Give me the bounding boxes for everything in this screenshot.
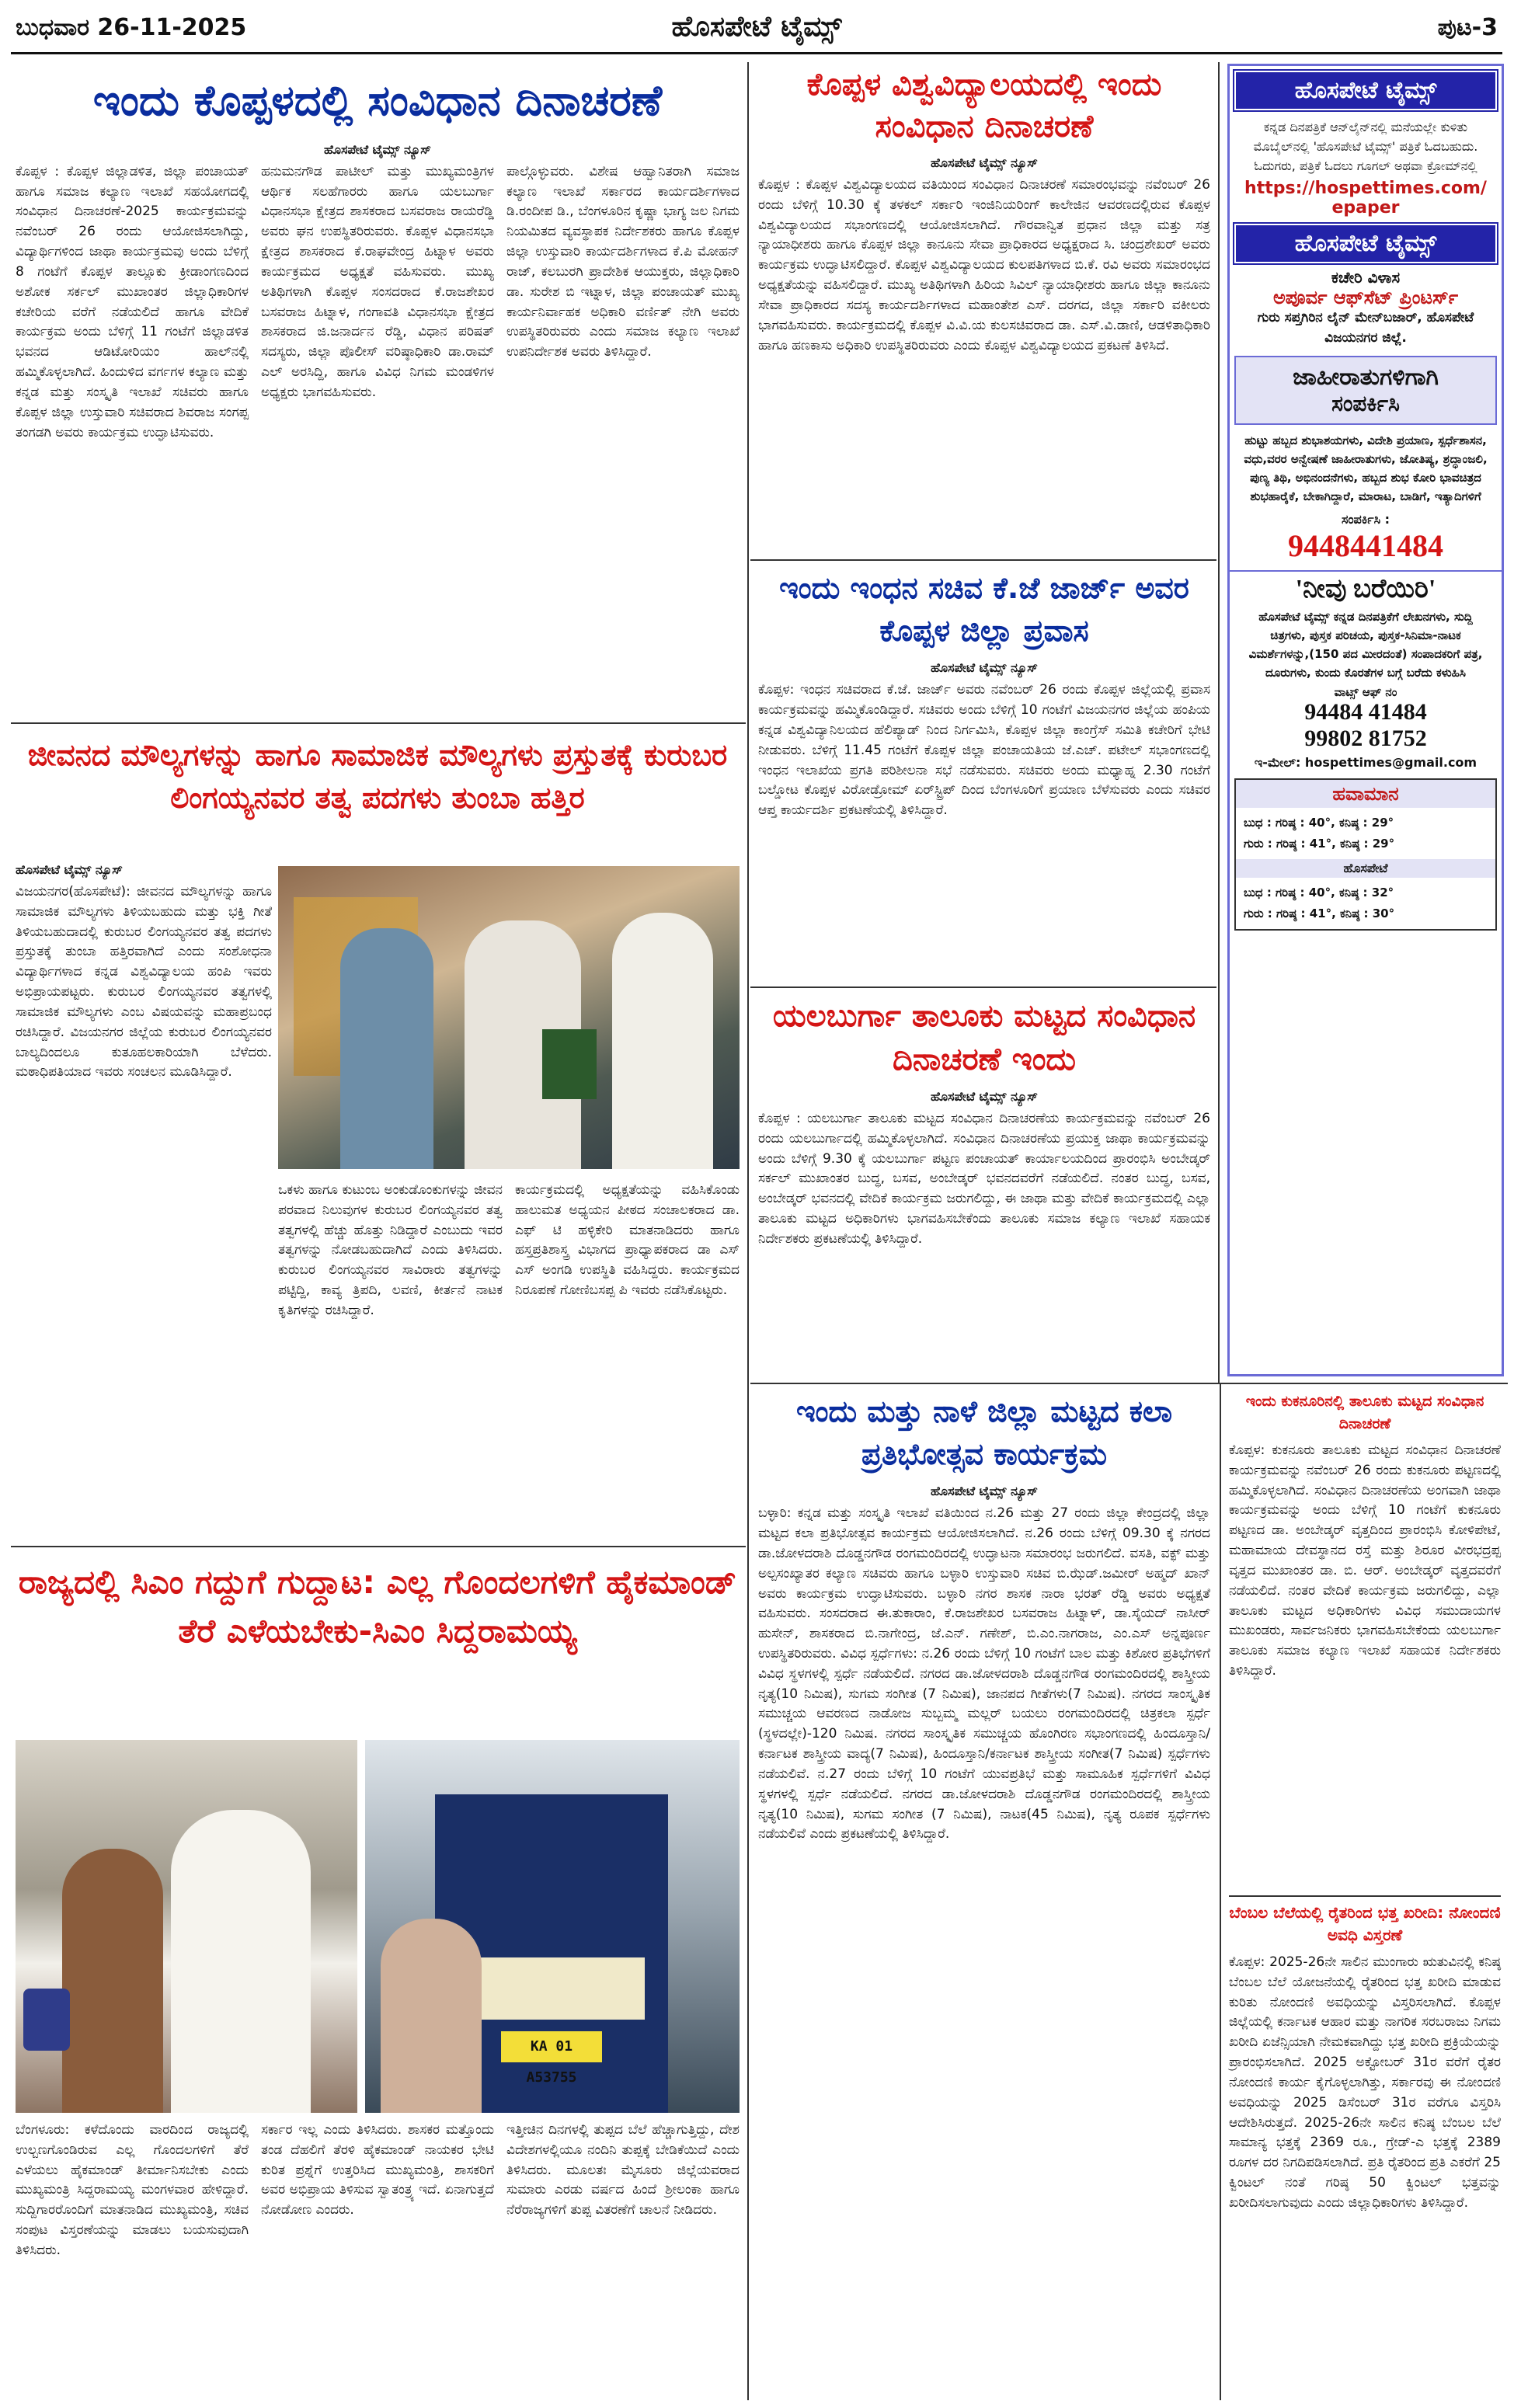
article-column: ಇತ್ತೀಚಿನ ದಿನಗಳಲ್ಲಿ ತುಪ್ಪದ ಬೆಲೆ ಹೆಚ್ಚಾಗುತ್ತಿದ್ದು, ದೇಶ ವಿದೇಶಗಳಲ್ಲಿಯೂ ನಂದಿನಿ ತುಪ್ಪಕ್ಕೆ ಬೇಡಿಕೆಯಿದೆ ಎಂದು ತಿಳಿಸಿದರು. ಮೂಲತಃ ಮೈಸೂರು ಜಿಲ್ಲೆಯವರಾದ ಸುಮಾರು ಎರಡು ವರ್ಷದ ಹಿಂದೆ ಶ್ರೀಲಂಕಾ ಹಾಗೂ ನೆರೆರಾಜ್ಯಗಳಿಗೆ ತುಪ್ಪ ವಿತರಣೆಗೆ ಚಾಲನೆ ನೀಡಿದರು. (506, 2122, 740, 2218)
column-divider (1220, 1383, 1221, 2400)
headline: ಇಂದು ಇಂಧನ ಸಚಿವ ಕೆ.ಜೆ ಜಾರ್ಜ್ ಅವರ ಕೊಪ್ಪಳ ಜಿಲ್ಲಾ ಪ್ರವಾಸ (779, 571, 1189, 649)
headline: ಜೀವನದ ಮೌಲ್ಯಗಳನ್ನು ಹಾಗೂ ಸಾಮಾಜಿಕ ಮೌಲ್ಯಗಳು ಪ್ರಸ್ತುತಕ್ಕೆ ಕುರುಬರ ಲಿಂಗಯ್ಯನವರ ತತ್ವ ಪದಗಳು ತುಂಬಾ ಹತ್ತಿರ (27, 738, 728, 816)
article-text: ಬಳ್ಳಾರಿ: ಕನ್ನಡ ಮತ್ತು ಸಂಸ್ಕೃತಿ ಇಲಾಖೆ ವತಿಯಿಂದ ನ.26 ಮತ್ತು 27 ರಂದು ಜಿಲ್ಲಾ ಕೇಂದ್ರದಲ್ಲಿ ಜಿಲ್ಲಾ ಮಟ್ಟದ ಕಲಾ ಪ್ರತಿಭೋತ್ಸವ ಕಾರ್ಯಕ್ರಮ ಆಯೋಜಿಸಲಾಗಿದೆ. ನ.26 ರಂದು ಬೆಳಿಗ್ಗೆ 09.30 ಕ್ಕೆ ನಗರದ ಡಾ.ಜೋಳದರಾಶಿ ದೊಡ್ಡನಗೌಡ ರಂಗಮಂದಿರದಲ್ಲಿ ಉದ್ಘಾಟನಾ ಸಮಾರಂಭ ಜರುಗಲಿದೆ. ವಸತಿ, ವಕ್ಫ್ ಮತ್ತು ಅಲ್ಪಸಂಖ್ಯಾತರ ಕಲ್ಯಾಣ ಸಚಿವರು ಹಾಗೂ ಬಳ್ಳಾರಿ ಉಸ್ತುವಾರಿ ಸಚಿವ ಬಿ.ಝೆಡ್.ಜಮೀರ್ ಅಹ್ಮದ್ ಖಾನ್ ಅವರು ಕಾರ್ಯಕ್ರಮ ಉದ್ಘಾಟಿಸುವರು. ಬಳ್ಳಾರಿ ನಗರ ಶಾಸಕ ನಾರಾ ಭರತ್ ರೆಡ್ಡಿ ಅವರು ಅಧ್ಯಕ್ಷತೆ ವಹಿಸುವರು. ಸಂಸದರಾದ ಈ.ತುಕಾರಾಂ, ಕೆ.ರಾಜಶೇಖರ ಬಸವರಾಜ ಹಿಟ್ನಾಳ್, ಡಾ.ಸೈಯದ್ ನಾಸೀರ್ ಹುಸೇನ್, ಶಾಸಕರಾದ ಬಿ.ನಾಗೇಂದ್ರ, ಜೆ.ಎನ್. ಗಣೇಶ್, ಬಿ.ಎಂ.ನಾಗರಾಜ, ಎಂ.ಎಸ್ ಅನ್ನಪೂರ್ಣ ಉಪಸ್ಥಿತರಿರುವರು. ವಿವಿಧ ಸ್ಪರ್ಧೆಗಳು: ನ.26 ರಂದು ಬೆಳಿಗ್ಗೆ 10 ಗಂಟೆಗೆ ಬಾಲ ಮತ್ತು ಕಿಶೋರ ಪ್ರತಿಭೆಗಳಿಗೆ ವಿವಿಧ ಸ್ಥಳಗಳಲ್ಲಿ ಸ್ಪರ್ಧೆ ನಡೆಯಲಿದೆ. ನಗರದ ಡಾ.ಜೋಳದರಾಶಿ ದೊಡ್ಡನಗೌಡ ರಂಗಮಂದಿರದಲ್ಲಿ ಶಾಸ್ತ್ರೀಯ ನೃತ್ಯ(10 ನಿಮಿಷ), ಸುಗಮ ಸಂಗೀತ (7 ನಿಮಿಷ), ಜಾನಪದ ಗೀತೆಗಳು(7 ನಿಮಿಷ). ನಗರದ ಸಾಂಸ್ಕೃತಿಕ ಸಮುಚ್ಚಯ ಆವರಣದ ನಾಡೋಜ ಸುಬ್ಬಮ್ಮ ಮಲ್ಲರ್ ಬಯಲು ರಂಗಮಂದಿರದಲ್ಲಿ ಚಿತ್ರಕಲಾ ಸ್ಪರ್ಧೆ (ಸ್ಥಳದಲ್ಲೇ)-120 ನಿಮಿಷ. ನಗರದ ಸಾಂಸ್ಕೃತಿಕ ಸಮುಚ್ಚಯ ಹೊಂಗಿರಣ ಸಭಾಂಗಣದಲ್ಲಿ ಹಿಂದೂಸ್ತಾನಿ/ಕರ್ನಾಟಕ ಶಾಸ್ತ್ರೀಯ ವಾದ್ಯ(7 ನಿಮಿಷ), ಹಿಂದೂಸ್ತಾನಿ/ಕರ್ನಾಟಕ ಶಾಸ್ತ್ರೀಯ ಸಂಗೀತ(7 ನಿಮಿಷ) ಸ್ಪರ್ಧೆಗಳು ನಡೆಯಲಿವೆ. ನ.27 ರಂದು ಬೆಳಿಗ್ಗೆ 10 ಗಂಟೆಗೆ ಯುವಪ್ರತಿಭೆ ಮತ್ತು ಸಾಮೂಹಿಕ ಸ್ಪರ್ಧೆಗಳಿಗೆ ವಿವಿಧ ಸ್ಥಳಗಳಲ್ಲಿ ಸ್ಪರ್ಧೆ ನಡೆಯಲಿದೆ. ನಗರದ ಡಾ.ಜೋಳದರಾಶಿ ದೊಡ್ಡನಗೌಡ ರಂಗಮಂದಿರದಲ್ಲಿ ಶಾಸ್ತ್ರೀಯ ನೃತ್ಯ(10 ನಿಮಿಷ), ಸುಗಮ ಸಂಗೀತ (7 ನಿಮಿಷ), ನಾಟಕ(45 ನಿಮಿಷ), ನೃತ್ಯ ರೂಪಕ ಸ್ಪರ್ಧೆಗಳು ನಡೆಯಲಿವೆ ಎಂದು ಪ್ರಕಟಣೆಯಲ್ಲಿ ತಿಳಿಸಿದ್ದಾರೆ. (758, 1505, 1210, 1843)
byline: ಹೊಸಪೇಟೆ ಟೈಮ್ಸ್ ನ್ಯೂಸ್ (931, 155, 1038, 170)
masthead-logo: ಹೊಸಪೇಟೆ ಟೈಮ್ಸ್ (1234, 224, 1497, 263)
article-kurubara-lingayya (16, 734, 740, 819)
weather-thu: ಗುರು : ಗರಿಷ್ಠ : 41°, ಕನಿಷ್ಠ : 29° (1244, 837, 1395, 851)
section-rule (750, 987, 1216, 988)
article-text: ಕೊಪ್ಪಳ: ಕುಕನೂರು ತಾಲೂಕು ಮಟ್ಟದ ಸಂವಿಧಾನ ದಿನಾಚರಣೆ ಕಾರ್ಯಕ್ರಮವನ್ನು ನವೆಂಬರ್ 26 ರಂದು ಕುಕನೂರು ಪಟ್ಟಣದಲ್ಲಿ ಹಮ್ಮಿಕೊಳ್ಳಲಾಗಿದೆ. ಸಂವಿಧಾನ ದಿನಾಚರಣೆಯ ಅಂಗವಾಗಿ ಜಾಥಾ ಕಾರ್ಯಕ್ರಮವನ್ನು ಅಂದು ಬೆಳಿಗ್ಗೆ 10 ಗಂಟೆಗೆ ಕುಕನೂರು ಪಟ್ಟಣದ ಡಾ. ಅಂಬೇಡ್ಕರ್ ವೃತ್ತದಿಂದ ಪ್ರಾರಂಭಿಸಿ ಕೋಳಿಪೇಟೆ, ಮಹಾಮಾಯ ದೇವಸ್ಥಾನದ ರಸ್ತೆ ಮತ್ತು ಶಿರೂರ ವೀರಭದ್ರಪ್ಪ ವೃತ್ತದ ಮುಖಾಂತರ ಡಾ. ಬಿ. ಆರ್. ಅಂಬೇಡ್ಕರ್ ವೃತ್ತದವರೆಗೆ ನಡೆಯಲಿದೆ. ನಂತರ ವೇದಿಕೆ ಕಾರ್ಯಕ್ರಮ ಜರುಗಲಿದ್ದು, ಎಲ್ಲಾ ತಾಲೂಕು ಮಟ್ಟದ ಅಧಿಕಾರಿಗಳು ವಿವಿಧ ಸಮುದಾಯಗಳ ಮುಖಂಡರು, ಸಾರ್ವಜನಿಕರು ಭಾಗವಹಿಸಬೇಕೆಂದು ಯಲಬುರ್ಗಾ ತಾಲೂಕು ಸಮಾಜ ಕಲ್ಯಾಣ ಇಲಾಖೆ ಸಹಾಯಕ ನಿರ್ದೇಶಕರು ತಿಳಿಸಿದ್ದಾರೆ. (1229, 1442, 1501, 1679)
whatsapp-phone[interactable]: 94484 41484 (1304, 699, 1427, 726)
article-kukanoor-constitution-day (1229, 1390, 1501, 1682)
weather-thu-hospet: ಗುರು : ಗರಿಷ್ಠ : 41°, ಕನಿಷ್ಠ : 30° (1244, 906, 1395, 921)
byline: ಹೊಸಪೇಟೆ ಟೈಮ್ಸ್ ನ್ಯೂಸ್ (931, 1089, 1038, 1104)
newspaper-name: ಹೊಸಪೇಟೆ ಟೈಮ್ಸ್ (671, 11, 842, 43)
vehicle-plate: KA 01 A53755 (501, 2031, 602, 2062)
news-photo-book-release (278, 866, 740, 1169)
article-cm-seat-tussle (16, 1557, 740, 1655)
article-yelburga-constitution-day (758, 994, 1210, 1250)
issue-date: ಬುಧವಾರ 26-11-2025 (16, 14, 247, 41)
office-address: ಗುರು ಸಪ್ತಗಿರಿನ ಲೈನ್ ಮೇನ್‌ಬಜಾರ್, ಹೊಸಪೇಟೆ ವಿಜಯನಗರ ಜಿಲ್ಲೆ. (1257, 310, 1474, 346)
article-column: ಸರ್ಕಾರ ಇಲ್ಲ ಎಂದು ತಿಳಿಸಿದರು. ಶಾಸಕರ ಮತ್ತೊಂದು ತಂಡ ದೆಹಲಿಗೆ ತೆರಳಿ ಹೈಕಮಾಂಡ್ ನಾಯಕರ ಭೇಟಿ ಕುರಿತ ಪ್ರಶ್ನೆಗೆ ಉತ್ತರಿಸಿದ ಮುಖ್ಯಮಂತ್ರಿ, ಶಾಸಕರಿಗೆ ಅವರ ಅಭಿಪ್ರಾಯ ತಿಳಿಸುವ ಸ್ವಾತಂತ್ರ್ಯ ಇದೆ. ಏನಾಗುತ್ತದೆ ನೋಡೋಣ ಎಂದರು. (261, 2122, 494, 2218)
article-koppal-constitution-day (16, 68, 740, 443)
page-number: ಪುಟ-3 (1437, 14, 1498, 41)
page-header (11, 8, 1502, 54)
article-column: ಪಾಲ್ಗೊಳ್ಳುವರು. ವಿಶೇಷ ಆಹ್ವಾನಿತರಾಗಿ ಸಮಾಜ ಕಲ್ಯಾಣ ಇಲಾಖೆ ಸರ್ಕಾರದ ಕಾರ್ಯದರ್ಶಿಗಳಾದ ಡಿ.ರಂದೀಪ ಡಿ., ಬೆಂಗಳೂರಿನ ಕೃಷ್ಣಾ ಭಾಗ್ಯ ಜಲ ನಿಗಮ ನಿಯಮಿತದ ವ್ಯವಸ್ಥಾಪಕ ನಿರ್ದೇಶಕರು ಹಾಗೂ ಕೊಪ್ಪಳ ಜಿಲ್ಲಾ ಉಸ್ತುವಾರಿ ಕಾರ್ಯದರ್ಶಿಗಳಾದ ಕೆ.ಪಿ ಮೋಹನ್ ರಾಜ್, ಕಲಬುರಗಿ ಪ್ರಾದೇಶಿಕ ಆಯುಕ್ತರು, ಜಿಲ್ಲಾಧಿಕಾರಿ ಡಾ. ಸುರೇಶ ಬಿ ಇಟ್ನಾಳ, ಜಿಲ್ಲಾ ಪಂಚಾಯತ್ ಮುಖ್ಯ ಕಾರ್ಯನಿರ್ವಾಹಕ ಅಧಿಕಾರಿ ವರ್ಣಿತ್ ನೇಗಿ ಅವರು ಉಪಸ್ಥಿತರಿರುವರು ಎಂದು ಸಮಾಜ ಕಲ್ಯಾಣ ಇಲಾಖೆ ಉಪನಿರ್ದೇಶಕ ಅವರು ತಿಳಿಸಿದ್ದಾರೆ. (506, 163, 740, 360)
article-kala-pratibhotsava (758, 1390, 1210, 1845)
headline: ಕೊಪ್ಪಳ ವಿಶ್ವವಿದ್ಯಾಲಯದಲ್ಲಿ ಇಂದು ಸಂವಿಧಾನ ದಿನಾಚರಣೆ (806, 67, 1162, 144)
ad-subheading: ಸಂಪರ್ಕಿಸಿ (1331, 391, 1400, 417)
article-column: ಕಾರ್ಯಕ್ರಮದಲ್ಲಿ ಅಧ್ಯಕ್ಷತೆಯನ್ನು ವಹಿಸಿಕೊಂಡು ಹಾಲುಮತ ಅಧ್ಯಯನ ಪೀಠದ ಸಂಚಾಲಕರಾದ ಡಾ. ಎಫ್ ಟಿ ಹಳ್ಳಿಕೇರಿ ಮಾತನಾಡಿದರು ಹಾಗೂ ಹಸ್ತಪ್ರತಿಶಾಸ್ತ್ರ ವಿಭಾಗದ ಪ್ರಾಧ್ಯಾಪಕರಾದ ಡಾ ಎಸ್ ಎಸ್ ಅಂಗಡಿ ಉಪಸ್ಥಿತಿ ವಹಿಸಿದ್ದರು. ಕಾರ್ಯಕ್ರಮದ ನಿರೂಪಣೆ ಗೋಣಿಬಸಪ್ಪ ಪಿ ಇವರು ನಡೆಸಿಕೊಟ್ಟರು. (515, 1182, 740, 1299)
byline: ಹೊಸಪೇಟೆ ಟೈಮ್ಸ್ ನ್ಯೂಸ್ (931, 660, 1038, 676)
article-column: ಒಕಳು ಹಾಗೂ ಕುಟುಂಬ ಅಂಕುಡೊಂಕುಗಳನ್ನು ಜೀವನ ಪರವಾದ ನಿಲುವುಗಳ ಕುರುಬರ ಲಿಂಗಯ್ಯನವರ ತತ್ವ ತತ್ವಗಳಲ್ಲಿ ಹೆಚ್ಚು ಹೊತ್ತು ನಿಡಿದ್ದಾರೆ ಎಂಬುದು ಇವರ ತತ್ವಗಳನ್ನು ನೋಡಬಹುದಾಗಿದೆ ಎಂದು ತಿಳಿಸಿದರು. ಕುರುಬರ ಲಿಂಗಯ್ಯನವರ ಸಾವಿರಾರು ತತ್ವಗಳನ್ನು ಪಟ್ಟಿದ್ದಿ, ಕಾವ್ಯ ತ್ರಿಪದಿ, ಲವಣಿ, ಕೀರ್ತನೆ ನಾಟಕ ಕೃತಿಗಳನ್ನು ರಚಿಸಿದ್ದಾರೆ. (278, 1182, 503, 1318)
byline: ಹೊಸಪೇಟೆ ಟೈಮ್ಸ್ ನ್ಯೂಸ್ (324, 141, 431, 157)
article-column (16, 862, 272, 1083)
byline: ಹೊಸಪೇಟೆ ಟೈಮ್ಸ್ ನ್ಯೂಸ್ (16, 862, 123, 877)
article-kj-george-visit (758, 567, 1210, 821)
write-to-us-heading: 'ನೀವು ಬರೆಯಿರಿ' (1230, 570, 1502, 604)
column-divider (747, 62, 749, 2400)
byline: ಹೊಸಪೇಟೆ ಟೈಮ್ಸ್ ನ್ಯೂಸ್ (931, 1484, 1038, 1499)
news-photo-cm-ghee (16, 1740, 357, 2113)
ad-phone[interactable]: 9448441484 (1288, 528, 1443, 564)
sidebar (1227, 64, 1504, 1376)
headline: ಇಂದು ಮತ್ತು ನಾಳೆ ಜಿಲ್ಲಾ ಮಟ್ಟದ ಕಲಾ ಪ್ರತಿಭೋತ್ಸವ ಕಾರ್ಯಕ್ರಮ (795, 1394, 1173, 1472)
article-bottom (278, 1181, 740, 1321)
weather-city: ಹೊಸಪೇಟೆ (1236, 859, 1495, 878)
headline: ಬೆಂಬಲ ಬೆಲೆಯಲ್ಲಿ ರೈತರಿಂದ ಭತ್ತ ಖರೀದಿ: ನೋಂದಣಿ ಅವಧಿ ವಿಸ್ತರಣೆ (1229, 1903, 1501, 1944)
article-text: ವಿಜಯನಗರ(ಹೊಸಪೇಟೆ): ಜೀವನದ ಮೌಲ್ಯಗಳನ್ನು ಹಾಗೂ ಸಾಮಾಜಿಕ ಮೌಲ್ಯಗಳು ತಿಳಿಯಬಹುದು ಮತ್ತು ಭಕ್ತಿ ಗೀತೆ ತಿಳಿಯಬಹುದಾದಲ್ಲಿ ಕುರುಬರ ಲಿಂಗಯ್ಯನವರ ತತ್ವ ಪದಗಳು ಪ್ರಸ್ತುತಕ್ಕೆ ತುಂಬಾ ಹತ್ತಿರವಾಗಿದೆ ಎಂದು ಸಂಶೋಧನಾ ವಿದ್ಯಾರ್ಥಿಗಳಾದ ಕನ್ನಡ ವಿಶ್ವವಿದ್ಯಾಲಯ ಹಂಪಿ ಇವರು ಅಭಿಪ್ರಾಯಪಟ್ಟರು. ಕುರುಬರ ಲಿಂಗಯ್ಯನವರ ತತ್ವಗಳಲ್ಲಿ ಸಾಮಾಜಿಕ ಮೌಲ್ಯಗಳು ಎಂಬ ವಿಷಯವನ್ನು ಮಹಾಪ್ರಬಂಧ ರಚಿಸಿದ್ದಾರೆ. ವಿಜಯನಗರ ಜಿಲ್ಲೆಯ ಕುರುಬರ ಲಿಂಗಯ್ಯನವರ ಬಾಲ್ಯದಿಂದಲೂ ಕುತೂಹಲಕಾರಿಯಾಗಿ ಬೆಳೆದರು. ಮಠಾಧಿಪತಿಯಾದ ಇವರು ಸಂಚಲನ ಮೂಡಿಸಿದ್ದಾರೆ. (16, 884, 272, 1080)
section-rule (11, 1546, 746, 1547)
masthead-logo: ಹೊಸಪೇಟೆ ಟೈಮ್ಸ್ (1234, 71, 1497, 110)
printer-name: ಅಪೂರ್ವ ಆಫ್‌ಸೆಟ್ ಪ್ರಿಂಟರ್ಸ್ (1272, 287, 1459, 309)
office-label: ಕಚೇರಿ ವಿಳಾಸ (1331, 268, 1401, 287)
section-rule (750, 559, 1216, 561)
epaper-url[interactable]: https://hospettimes.com/ (1244, 179, 1487, 199)
weather-wed: ಬುಧ : ಗರಿಷ್ಠ : 40°, ಕನಿಷ್ಠ : 29° (1244, 816, 1394, 830)
article-text: ಕೊಪ್ಪಳ : ಯಲಬುರ್ಗಾ ತಾಲೂಕು ಮಟ್ಟದ ಸಂವಿಧಾನ ದಿನಾಚರಣೆಯ ಕಾರ್ಯಕ್ರಮವನ್ನು ನವೆಂಬರ್ 26 ರಂದು ಯಲಬುರ್ಗಾದಲ್ಲಿ ಹಮ್ಮಿಕೊಳ್ಳಲಾಗಿದೆ. ಸಂವಿಧಾನ ದಿನಾಚರಣೆಯ ಪ್ರಯುಕ್ತ ಜಾಥಾ ಕಾರ್ಯಕ್ರಮವನ್ನು ಅಂದು ಬೆಳಿಗ್ಗೆ 9.30 ಕ್ಕೆ ಯಲಬುರ್ಗಾ ಪಟ್ಟಣ ಪಂಚಾಯತ್ ಕಾರ್ಯಾಲಯದಿಂದ ಪ್ರಾರಂಭಿಸಿ ಅಂಬೇಡ್ಕರ್ ಸರ್ಕಲ್ ಮುಖಾಂತರ ಬುದ್ಧ, ಬಸವ, ಅಂಬೇಡ್ಕರ್ ಭವನದವರೆಗೆ ನಡೆಯಲಿದೆ. ನಂತರ ಬುದ್ಧ, ಬಸವ, ಅಂಬೇಡ್ಕರ್ ಭವನದಲ್ಲಿ ವೇದಿಕೆ ಕಾರ್ಯಕ್ರಮ ಜರುಗಲಿದ್ದು, ಈ ಜಾಥಾ ಮತ್ತು ವೇದಿಕೆ ಕಾರ್ಯಕ್ರಮದಲ್ಲಿ ಎಲ್ಲಾ ತಾಲೂಕು ಮಟ್ಟದ ಅಧಿಕಾರಿಗಳು ಭಾಗವಹಿಸಬೇಕೆಂದು ತಾಲೂಕು ಸಮಾಜ ಕಲ್ಯಾಣ ಇಲಾಖೆ ಸಹಾಯಕ ನಿರ್ದೇಶಕರು ಪ್ರಕಟಣೆಯಲ್ಲಿ ತಿಳಿಸಿದ್ದಾರೆ. (758, 1111, 1210, 1247)
epaper-info: ಕನ್ನಡ ದಿನಪತ್ರಿಕೆ ಆನ್‌ಲೈನ್‌ನಲ್ಲಿ ಮನೆಯಲ್ಲೇ ಕುಳಿತು ಮೊಬೈಲ್‌ನಲ್ಲಿ 'ಹೊಸಪೇಟೆ ಟೈಮ್ಸ್' ಪತ್ರಿಕೆ ಓದಬಹುದು. ಓದುಗರು, ಪತ್ರಿಕೆ ಓದಲು ಗೂಗಲ್ ಅಥವಾ ಕ್ರೋಮ್‌ನಲ್ಲಿ (1253, 120, 1478, 173)
article-column: ಕೊಪ್ಪಳ : ಕೊಪ್ಪಳ ಜಿಲ್ಲಾಡಳಿತ, ಜಿಲ್ಲಾ ಪಂಚಾಯತ್ ಹಾಗೂ ಸಮಾಜ ಕಲ್ಯಾಣ ಇಲಾಖೆ ಸಹಯೋಗದಲ್ಲಿ ಸಂವಿಧಾನ ದಿನಾಚರಣೆ-2025 ಕಾರ್ಯಕ್ರಮವನ್ನು ನವೆಂಬರ್ 26 ರಂದು ಆಯೋಜಿಸಲಾಗಿದ್ದು, ವಿದ್ಯಾರ್ಥಿಗಳಿಂದ ಜಾಥಾ ಕಾರ್ಯಕ್ರಮವು ಅಂದು ಬೆಳಿಗ್ಗೆ 8 ಗಂಟೆಗೆ ಕೊಪ್ಪಳ ತಾಲ್ಲೂಕು ಕ್ರೀಡಾಂಗಣದಿಂದ ಅಶೋಕ ಸರ್ಕಲ್ ಮುಖಾಂತರ ಜಿಲ್ಲಾಧಿಕಾರಿಗಳ ಕಚೇರಿಯ ವರೆಗೆ ನಡೆಯಲಿದೆ ಹಾಗೂ ವೇದಿಕೆ ಕಾರ್ಯಕ್ರಮ ಅಂದು ಬೆಳಿಗ್ಗೆ 11 ಗಂಟೆಗೆ ಜಿಲ್ಲಾಡಳಿತ ಭವನದ ಆಡಿಟೋರಿಯಂ ಹಾಲ್‌ನಲ್ಲಿ ಹಮ್ಮಿಕೊಳ್ಳಲಾಗಿದೆ. ಹಿಂದುಳಿದ ವರ್ಗಗಳ ಕಲ್ಯಾಣ ಮತ್ತು ಕನ್ನಡ ಮತ್ತು ಸಂಸ್ಕೃತಿ ಇಲಾಖೆ ಸಚಿವರು ಹಾಗೂ ಕೊಪ್ಪಳ ಜಿಲ್ಲಾ ಉಸ್ತುವಾರಿ ಸಚಿವರಾದ ಶಿವರಾಜ ಸಂಗಪ್ಪ ತಂಗಡಗಿ ಅವರು ಕಾರ್ಯಕ್ರಮ ಉದ್ಘಾಟಿಸುವರು. (16, 163, 249, 440)
news-photo-nandini-truck (365, 1740, 740, 2113)
article-text: ಕೊಪ್ಪಳ: ಇಂಧನ ಸಚಿವರಾದ ಕೆ.ಜೆ. ಜಾರ್ಜ್ ಅವರು ನವೆಂಬರ್ 26 ರಂದು ಕೊಪ್ಪಳ ಜಿಲ್ಲೆಯಲ್ಲಿ ಪ್ರವಾಸ ಕಾರ್ಯಕ್ರಮವನ್ನು ಹಮ್ಮಿಕೊಂಡಿದ್ದಾರೆ. ಸಚಿವರು ಅಂದು ಬೆಳಿಗ್ಗೆ 10 ಗಂಟೆಗೆ ವಿಜಯನಗರ ಜಿಲ್ಲೆಯ ಹಂಪಿಯ ಕನ್ನಡ ವಿಶ್ವವಿದ್ಯಾನಿಲಯದ ಹೆಲಿಪ್ಯಾಡ್ ನಿಂದ ನಿರ್ಗಮಿಸಿ, ಕೊಪ್ಪಳ ಜಿಲ್ಲಾ ಕಾಂಗ್ರೆಸ್ ಸಮಿತಿ ಕಚೇರಿಗೆ ಭೇಟಿ ನೀಡುವರು. ಬೆಳಿಗ್ಗೆ 11.45 ಗಂಟೆಗೆ ಕೊಪ್ಪಳ ಜಿಲ್ಲಾ ಪಂಚಾಯತಿಯ ಜೆ.ಎಚ್. ಪಟೇಲ್ ಸಭಾಂಗಣದಲ್ಲಿ ಇಂಧನ ಇಲಾಖೆಯ ಪ್ರಗತಿ ಪರಿಶೀಲನಾ ಸಭೆ ನಡೆಸುವರು. ಸಚಿವರು ಅಂದು ಮಧ್ಯಾಹ್ನ 2.30 ಗಂಟೆಗೆ ಬಲ್ಡೋಟ ಕೊಪ್ಪಳ ವಿರೋಡ್ರೋಮ್ ಏರ್‌ಸ್ಟ್ರಿಪ್ ದಿಂದ ಬೆಂಗಳೂರಿಗೆ ಪ್ರಯಾಣ ಬೆಳೆಸುವರು ಎಂದು ಸಚಿವರ ಆಪ್ತ ಕಾರ್ಯದರ್ಶಿ ಪ್ರಕಟಣೆಯಲ್ಲಿ ತಿಳಿಸಿದ್ದಾರೆ. (758, 682, 1210, 819)
epaper-url-path[interactable]: epaper (1331, 198, 1400, 218)
article-column: ಬೆಂಗಳೂರು: ಕಳೆದೊಂದು ವಾರದಿಂದ ರಾಜ್ಯದಲ್ಲಿ ಉಲ್ಬಣಗೊಂಡಿರುವ ಎಲ್ಲ ಗೊಂದಲಗಳಿಗೆ ತೆರೆ ಎಳೆಯಲು ಹೈಕಮಾಂಡ್ ತೀರ್ಮಾನಿಸಬೇಕು ಎಂದು ಮುಖ್ಯಮಂತ್ರಿ ಸಿದ್ದರಾಮಯ್ಯ ಮಂಗಳವಾರ ಹೇಳಿದ್ದಾರೆ. ಸುದ್ದಿಗಾರರೊಂದಿಗೆ ಮಾತನಾಡಿದ ಮುಖ್ಯಮಂತ್ರಿ, ಸಚಿವ ಸಂಪುಟ ವಿಸ್ತರಣೆಯನ್ನು ಮಾಡಲು ಬಯಸುವುದಾಗಿ ತಿಳಿಸಿದರು. (16, 2122, 249, 2258)
article-text: ಕೊಪ್ಪಳ : ಕೊಪ್ಪಳ ವಿಶ್ವವಿದ್ಯಾಲಯದ ವತಿಯಿಂದ ಸಂವಿಧಾನ ದಿನಾಚರಣೆ ಸಮಾರಂಭವನ್ನು ನವೆಂಬರ್ 26 ರಂದು ಬೆಳಿಗ್ಗೆ 10.30 ಕ್ಕೆ ತಳಕಲ್ ಸರ್ಕಾರಿ ಇಂಜಿನಿಯರಿಂಗ್ ಕಾಲೇಜಿನ ಆವರಣದಲ್ಲಿರುವ ಕೊಪ್ಪಳ ವಿಶ್ವವಿದ್ಯಾಲಯದ ಸಭಾಂಗಣದಲ್ಲಿ ಆಯೋಜಿಸಲಾಗಿದೆ. ಗೌರವಾನ್ವಿತ ಪ್ರಧಾನ ಜಿಲ್ಲಾ ಮತ್ತು ಸತ್ರ ನ್ಯಾಯಾಧೀಶರು ಹಾಗೂ ಕೊಪ್ಪಳ ಜಿಲ್ಲಾ ಕಾನೂನು ಸೇವಾ ಪ್ರಾಧಿಕಾರದ ಅಧ್ಯಕ್ಷರಾದ ಸಿ. ಚಂದ್ರಶೇಖರ್ ಅವರು ಕಾರ್ಯಕ್ರಮ ಉದ್ಘಾಟಿಸಲಿದ್ದಾರೆ. ಕೊಪ್ಪಳ ವಿಶ್ವವಿದ್ಯಾಲಯದ ಕುಲಪತಿಗಳಾದ ಬಿ.ಕೆ. ರವಿ ಅವರು ಸಮಾರಂಭದ ಅಧ್ಯಕ್ಷತೆಯನ್ನು ವಹಿಸಲಿದ್ದಾರೆ. ಮುಖ್ಯ ಅತಿಥಿಗಳಾಗಿ ಹಿರಿಯ ಸಿವಿಲ್ ನ್ಯಾಯಾಧೀಶರು ಹಾಗೂ ಜಿಲ್ಲಾ ಕಾನೂನು ಸೇವಾ ಪ್ರಾಧಿಕಾರದ ಸದಸ್ಯ ಕಾರ್ಯದರ್ಶಿಗಳಾದ ಮಹಾಂತೇಶ ಎಸ್. ದರಗದ, ಜಿಲ್ಲಾ ಸರ್ಕಾರಿ ವಕೀಲರು ಭಾಗವಹಿಸುವರು. ಕಾರ್ಯಕ್ರಮದಲ್ಲಿ ಕೊಪ್ಪಳ ವಿ.ವಿ.ಯ ಕುಲಸಚಿವರಾದ ಡಾ. ಎಸ್.ವಿ.ಡಾಣಿ, ಆಡಳಿತಾಧಿಕಾರಿ ಹಾಗೂ ಹಣಕಾಸು ಅಧಿಕಾರಿ ಉಪಸ್ಥಿತರಿರುವರು ಎಂದು ಕೊಪ್ಪಳ ವಿಶ್ವವಿದ್ಯಾಲಯದ ಪ್ರಕಟಣೆ ತಿಳಿಸಿದೆ. (758, 177, 1210, 353)
whatsapp-label: ವಾಟ್ಸ್ ಆಫ್ ನಂ (1334, 685, 1397, 700)
section-rule (750, 1383, 1508, 1384)
headline: ಯಲಬುರ್ಗಾ ತಾಲೂಕು ಮಟ್ಟದ ಸಂವಿಧಾನ ದಿನಾಚರಣೆ ಇಂದು (772, 998, 1196, 1077)
column-divider (1218, 62, 1220, 1383)
article-text (16, 2121, 740, 2261)
write-to-us-text: ಹೊಸಪೇಟೆ ಟೈಮ್ಸ್ ಕನ್ನಡ ದಿನಪತ್ರಿಕೆಗೆ ಲೇಖನಗಳು, ಸುದ್ದಿ ಚಿತ್ರಗಳು, ಪುಸ್ತಕ ಪರಿಚಯ, ಪುಸ್ತಕ-ಸಿನಿಮಾ-ನಾಟಕ ವಿಮರ್ಶೆಗಳನ್ನು,(150 ಪದ ಮೀರದಂತೆ) ಸಂಪಾದಕರಿಗೆ ಪತ್ರ, ದೂರುಗಳು, ಕುಂದು ಕೊರತೆಗಳ ಬಗ್ಗೆ ಬರೆದು ಕಳುಹಿಸಿ (1248, 610, 1483, 680)
ad-categories: ಹುಟ್ಟು ಹಬ್ಬದ ಶುಭಾಶಯಗಳು, ವಿದೇಶಿ ಪ್ರಯಾಣ, ಸ್ಪರ್ಧೆಶಾಸನ, ವಧು,ವರರ ಅನ್ವೇಷಣೆ ಜಾಹೀರಾತುಗಳು, ಜೋತಿಷ್ಯ, ಶ್ರದ್ಧಾಂಜಲಿ, ಪುಣ್ಯ ತಿಥಿ, ಅಭಿನಂದನೆಗಳು, ಹಬ್ಬದ ಶುಭ ಕೋರಿ ಭಾವಚಿತ್ರದ ಶುಭಹಾರೈಕೆ, ಬೇಕಾಗಿದ್ದಾರೆ, ಮಾರಾಟ, ಬಾಡಿಗೆ, ಇತ್ಯಾದಿಗಳಿಗೆ (1244, 433, 1488, 504)
email-address[interactable]: ಇ-ಮೇಲ್: hospettimes@gmail.com (1254, 755, 1477, 771)
contact-label: ಸಂಪರ್ಕಿಸಿ : (1341, 512, 1390, 527)
weather-wed-hospet: ಬುಧ : ಗರಿಷ್ಠ : 40°, ಕನಿಷ್ಠ : 32° (1244, 886, 1394, 900)
article-koppal-university (758, 64, 1210, 356)
article-paddy-procurement (1229, 1895, 1501, 2214)
ad-heading: ಜಾಹೀರಾತುಗಳಿಗಾಗಿ (1293, 364, 1439, 391)
whatsapp-phone-alt[interactable]: 99802 81752 (1304, 726, 1427, 752)
article-column: ಹನುಮನಗೌಡ ಪಾಟೀಲ್ ಮತ್ತು ಮುಖ್ಯಮಂತ್ರಿಗಳ ಆರ್ಥಿಕ ಸಲಹೆಗಾರರು ಹಾಗೂ ಯಲಬುರ್ಗಾ ವಿಧಾನಸಭಾ ಕ್ಷೇತ್ರದ ಶಾಸಕರಾದ ಬಸವರಾಜ ರಾಯರೆಡ್ಡಿ ಅವರು ಘನ ಉಪಸ್ಥಿತರಿರುವರು. ಕೊಪ್ಪಳ ವಿಧಾನಸಭಾ ಕ್ಷೇತ್ರದ ಶಾಸಕರಾದ ಕೆ.ರಾಘವೇಂದ್ರ ಹಿಟ್ನಾಳ ಅವರು ಕಾರ್ಯಕ್ರಮದ ಅಧ್ಯಕ್ಷತೆ ವಹಿಸುವರು. ಮುಖ್ಯ ಅತಿಥಿಗಳಾಗಿ ಕೊಪ್ಪಳ ಸಂಸದರಾದ ಕೆ.ರಾಜಶೇಖರ ಬಸವರಾಜ ಹಿಟ್ನಾಳ, ಗಂಗಾವತಿ ವಿಧಾನಸಭಾ ಕ್ಷೇತ್ರದ ಶಾಸಕರಾದ ಜಿ.ಜನಾರ್ದನ ರೆಡ್ಡಿ, ವಿಧಾನ ಪರಿಷತ್ ಸದಸ್ಯರು, ಜಿಲ್ಲಾ ಪೊಲೀಸ್ ವರಿಷ್ಠಾಧಿಕಾರಿ ಡಾ.ರಾಮ್ ಎಲ್ ಅರಸಿದ್ದಿ, ಹಾಗೂ ವಿವಿಧ ನಿಗಮ ಮಂಡಳಿಗಳ ಅಧ್ಯಕ್ಷರು ಭಾಗವಹಿಸುವರು. (261, 163, 494, 400)
section-rule (11, 722, 746, 724)
article-text: ಕೊಪ್ಪಳ: 2025-26ನೇ ಸಾಲಿನ ಮುಂಗಾರು ಋತುವಿನಲ್ಲಿ ಕನಿಷ್ಠ ಬೆಂಬಲ ಬೆಲೆ ಯೋಜನೆಯಲ್ಲಿ ರೈತರಿಂದ ಭತ್ತ ಖರೀದಿ ಮಾಡುವ ಕುರಿತು ನೋಂದಣಿ ಅವಧಿಯನ್ನು ವಿಸ್ತರಿಸಲಾಗಿದೆ. ಕೊಪ್ಪಳ ಜಿಲ್ಲೆಯಲ್ಲಿ ಕರ್ನಾಟಕ ಆಹಾರ ಮತ್ತು ನಾಗರಿಕ ಸರಬರಾಜು ನಿಗಮ ಖರೀದಿ ಏಜೆನ್ಸಿಯಾಗಿ ನೇಮಕವಾಗಿದ್ದು ಭತ್ತ ಖರೀದಿ ಪ್ರಕ್ರಿಯೆಯನ್ನು ಪ್ರಾರಂಭಿಸಲಾಗಿದೆ. 2025 ಅಕ್ಟೋಬರ್ 31ರ ವರೆಗೆ ರೈತರ ನೋಂದಣಿ ಕಾರ್ಯ ಕೈಗೊಳ್ಳಲಾಗಿತ್ತು, ಸರ್ಕಾರವು ಈ ನೋಂದಣಿ ಅವಧಿಯನ್ನು 2025 ಡಿಸೆಂಬರ್ 31ರ ವರೆಗೂ ವಿಸ್ತರಿಸಿ ಆದೇಶಿಸಿರುತ್ತದೆ. 2025-26ನೇ ಸಾಲಿನ ಕನಿಷ್ಠ ಬೆಂಬಲ ಬೆಲೆ ಸಾಮಾನ್ಯ ಭತ್ತಕ್ಕೆ 2369 ರೂ., ಗ್ರೇಡ್-ಎ ಭತ್ತಕ್ಕೆ 2389 ರೂಗಳ ದರ ನಿಗದಿಪಡಿಸಲಾಗಿದೆ. ಪ್ರತಿ ರೈತರಿಂದ ಪ್ರತಿ ಎಕರೆಗೆ 25 ಕ್ವಿಂಟಲ್ ನಂತೆ ಗರಿಷ್ಠ 50 ಕ್ವಿಂಟಲ್ ಭತ್ತವನ್ನು ಖರೀದಿಸಲಾಗುವುದು ಎಂದು ಜಿಲ್ಲಾಧಿಕಾರಿಗಳು ತಿಳಿಸಿದ್ದಾರೆ. (1229, 1954, 1501, 2211)
headline: ಇಂದು ಕೊಪ್ಪಳದಲ್ಲಿ ಸಂವಿಧಾನ ದಿನಾಚರಣೆ (92, 76, 663, 125)
weather-heading: ಹವಾಮಾನ (1236, 780, 1495, 808)
headline: ಇಂದು ಕುಕನೂರಿನಲ್ಲಿ ತಾಲೂಕು ಮಟ್ಟದ ಸಂವಿಧಾನ ದಿನಾಚರಣೆ (1245, 1393, 1484, 1432)
headline: ರಾಜ್ಯದಲ್ಲಿ ಸಿಎಂ ಗದ್ದುಗೆ ಗುದ್ದಾಟ: ಎಲ್ಲ ಗೊಂದಲಗಳಿಗೆ ಹೈಕಮಾಂಡ್ ತೆರೆ ಎಳೆಯಬೇಕು-ಸಿಎಂ ಸಿದ್ದರಾಮಯ್ಯ (18, 1563, 737, 1650)
